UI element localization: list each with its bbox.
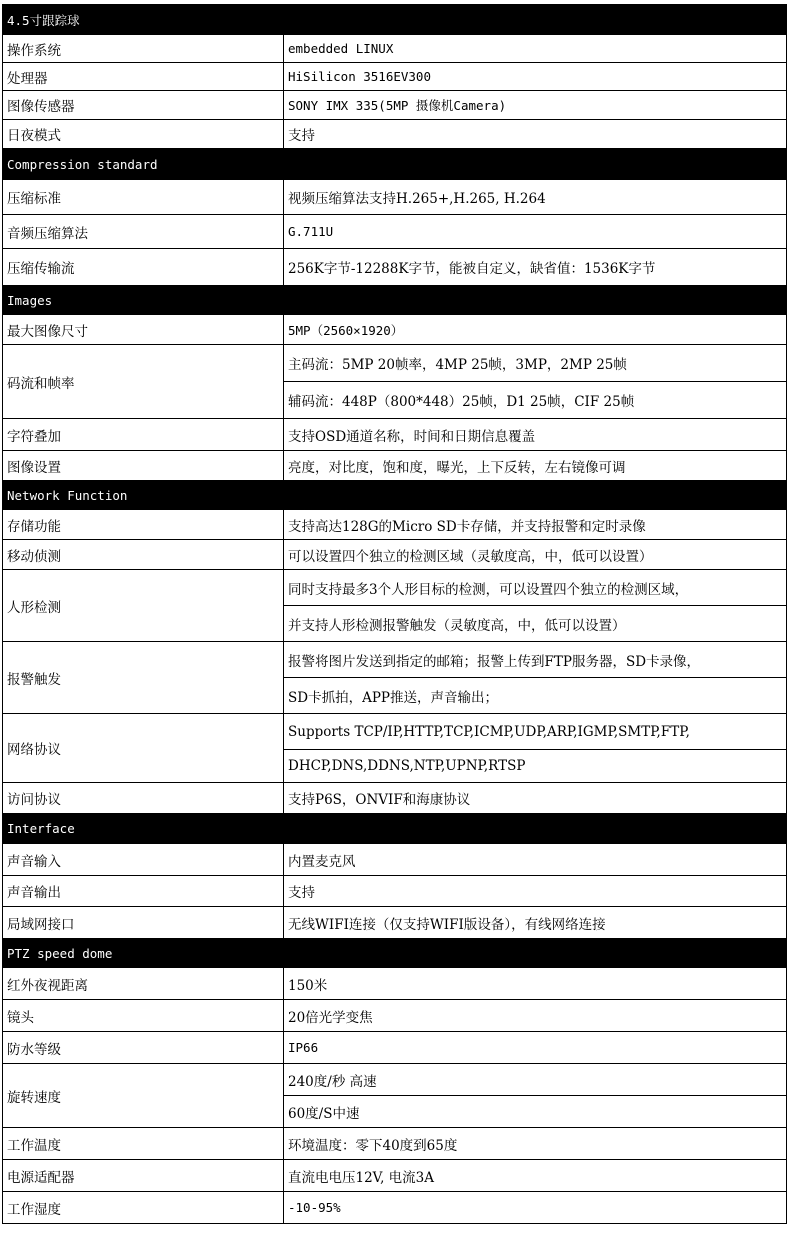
table-row [3,91,787,120]
spec-value: 支持高达128G的Micro SD卡存储，并支持报警和定时录像 [284,510,787,540]
spec-value: 5MP（2560×1920） [284,315,787,345]
table-row [3,180,787,215]
spec-label: 处理器 [3,63,284,91]
spec-label: 码流和帧率 [3,345,284,419]
table-row [3,215,787,249]
spec-value: 内置麦克风 [284,844,787,876]
spec-label: 压缩标准 [3,180,284,215]
spec-value: 并支持人形检测报警触发（灵敏度高，中，低可以设置） [284,606,787,642]
spec-value: Supports TCP/IP,HTTP,TCP,ICMP,UDP,ARP,IGMP,SMTP,FTP, [284,714,787,750]
spec-label: 镜头 [3,1000,284,1032]
table-row [3,876,787,907]
table-row [3,540,787,570]
section-title: 4.5寸跟踪球 [3,5,787,35]
section-title: Compression standard [3,149,787,180]
section-title: PTZ speed dome [3,939,787,968]
spec-label: 红外夜视距离 [3,968,284,1000]
spec-label: 日夜模式 [3,120,284,149]
section-header [3,814,787,844]
spec-label: 声音输出 [3,876,284,907]
table-row [3,63,787,91]
spec-label: 网络协议 [3,714,284,783]
spec-value: SD卡抓拍，APP推送，声音输出； [284,678,787,714]
spec-label: 最大图像尺寸 [3,315,284,345]
table-row [3,968,787,1000]
section-title: Images [3,286,787,315]
spec-label: 报警触发 [3,642,284,714]
table-row [3,451,787,481]
spec-value: 可以设置四个独立的检测区域（灵敏度高，中，低可以设置） [284,540,787,570]
spec-value: 亮度，对比度，饱和度，曝光，上下反转，左右镜像可调 [284,451,787,481]
table-row [3,1160,787,1192]
table-row [3,783,787,814]
spec-label: 防水等级 [3,1032,284,1064]
table-row [3,907,787,939]
spec-label: 音频压缩算法 [3,215,284,249]
spec-label: 字符叠加 [3,419,284,451]
spec-value: 环境温度：零下40度到65度 [284,1128,787,1160]
table-row [3,419,787,451]
spec-label: 工作湿度 [3,1192,284,1224]
spec-value: 60度/S中速 [284,1096,787,1128]
spec-label: 移动侦测 [3,540,284,570]
spec-label: 操作系统 [3,35,284,63]
spec-label: 存储功能 [3,510,284,540]
spec-label: 电源适配器 [3,1160,284,1192]
section-title: Interface [3,814,787,844]
table-row [3,249,787,286]
spec-value: SONY IMX 335(5MP 摄像机Camera) [284,91,787,120]
spec-value: 主码流：5MP 20帧率，4MP 25帧，3MP，2MP 25帧 [284,345,787,382]
spec-value: 支持OSD通道名称，时间和日期信息覆盖 [284,419,787,451]
section-header [3,481,787,510]
spec-value: 无线WIFI连接（仅支持WIFI版设备），有线网络连接 [284,907,787,939]
table-row [3,642,787,678]
section-title: Network Function [3,481,787,510]
section-header [3,5,787,35]
spec-label: 图像传感器 [3,91,284,120]
spec-table [2,4,787,1224]
table-row [3,714,787,750]
section-header [3,939,787,968]
spec-value: 20倍光学变焦 [284,1000,787,1032]
spec-value: 支持 [284,876,787,907]
spec-value: 直流电电压12V, 电流3A [284,1160,787,1192]
spec-value: IP66 [284,1032,787,1064]
table-row [3,510,787,540]
table-row [3,1064,787,1096]
spec-value: 辅码流：448P（800*448）25帧，D1 25帧，CIF 25帧 [284,382,787,419]
spec-value: 256K字节-12288K字节，能被自定义，缺省值：1536K字节 [284,249,787,286]
table-row [3,1000,787,1032]
spec-label: 局域网接口 [3,907,284,939]
spec-value: 支持P6S，ONVIF和海康协议 [284,783,787,814]
table-row [3,315,787,345]
table-row [3,1192,787,1224]
table-row [3,120,787,149]
spec-value: 240度/秒 高速 [284,1064,787,1096]
spec-label: 声音输入 [3,844,284,876]
spec-value: 同时支持最多3个人形目标的检测，可以设置四个独立的检测区域， [284,570,787,606]
spec-label: 压缩传输流 [3,249,284,286]
table-row [3,1128,787,1160]
table-row [3,570,787,606]
spec-label: 旋转速度 [3,1064,284,1128]
table-row [3,844,787,876]
spec-value: HiSilicon 3516EV300 [284,63,787,91]
spec-value: 报警将图片发送到指定的邮箱；报警上传到FTP服务器，SD卡录像， [284,642,787,678]
spec-label: 人形检测 [3,570,284,642]
spec-value: 150米 [284,968,787,1000]
spec-label: 访问协议 [3,783,284,814]
spec-value: embedded LINUX [284,35,787,63]
spec-label: 工作温度 [3,1128,284,1160]
section-header [3,286,787,315]
spec-value: DHCP,DNS,DDNS,NTP,UPNP,RTSP [284,750,787,783]
table-row [3,1032,787,1064]
spec-value: 支持 [284,120,787,149]
spec-value: 视频压缩算法支持H.265+,H.265, H.264 [284,180,787,215]
table-row [3,35,787,63]
spec-value: G.711U [284,215,787,249]
table-row [3,345,787,382]
spec-value: -10-95% [284,1192,787,1224]
section-header [3,149,787,180]
spec-label: 图像设置 [3,451,284,481]
